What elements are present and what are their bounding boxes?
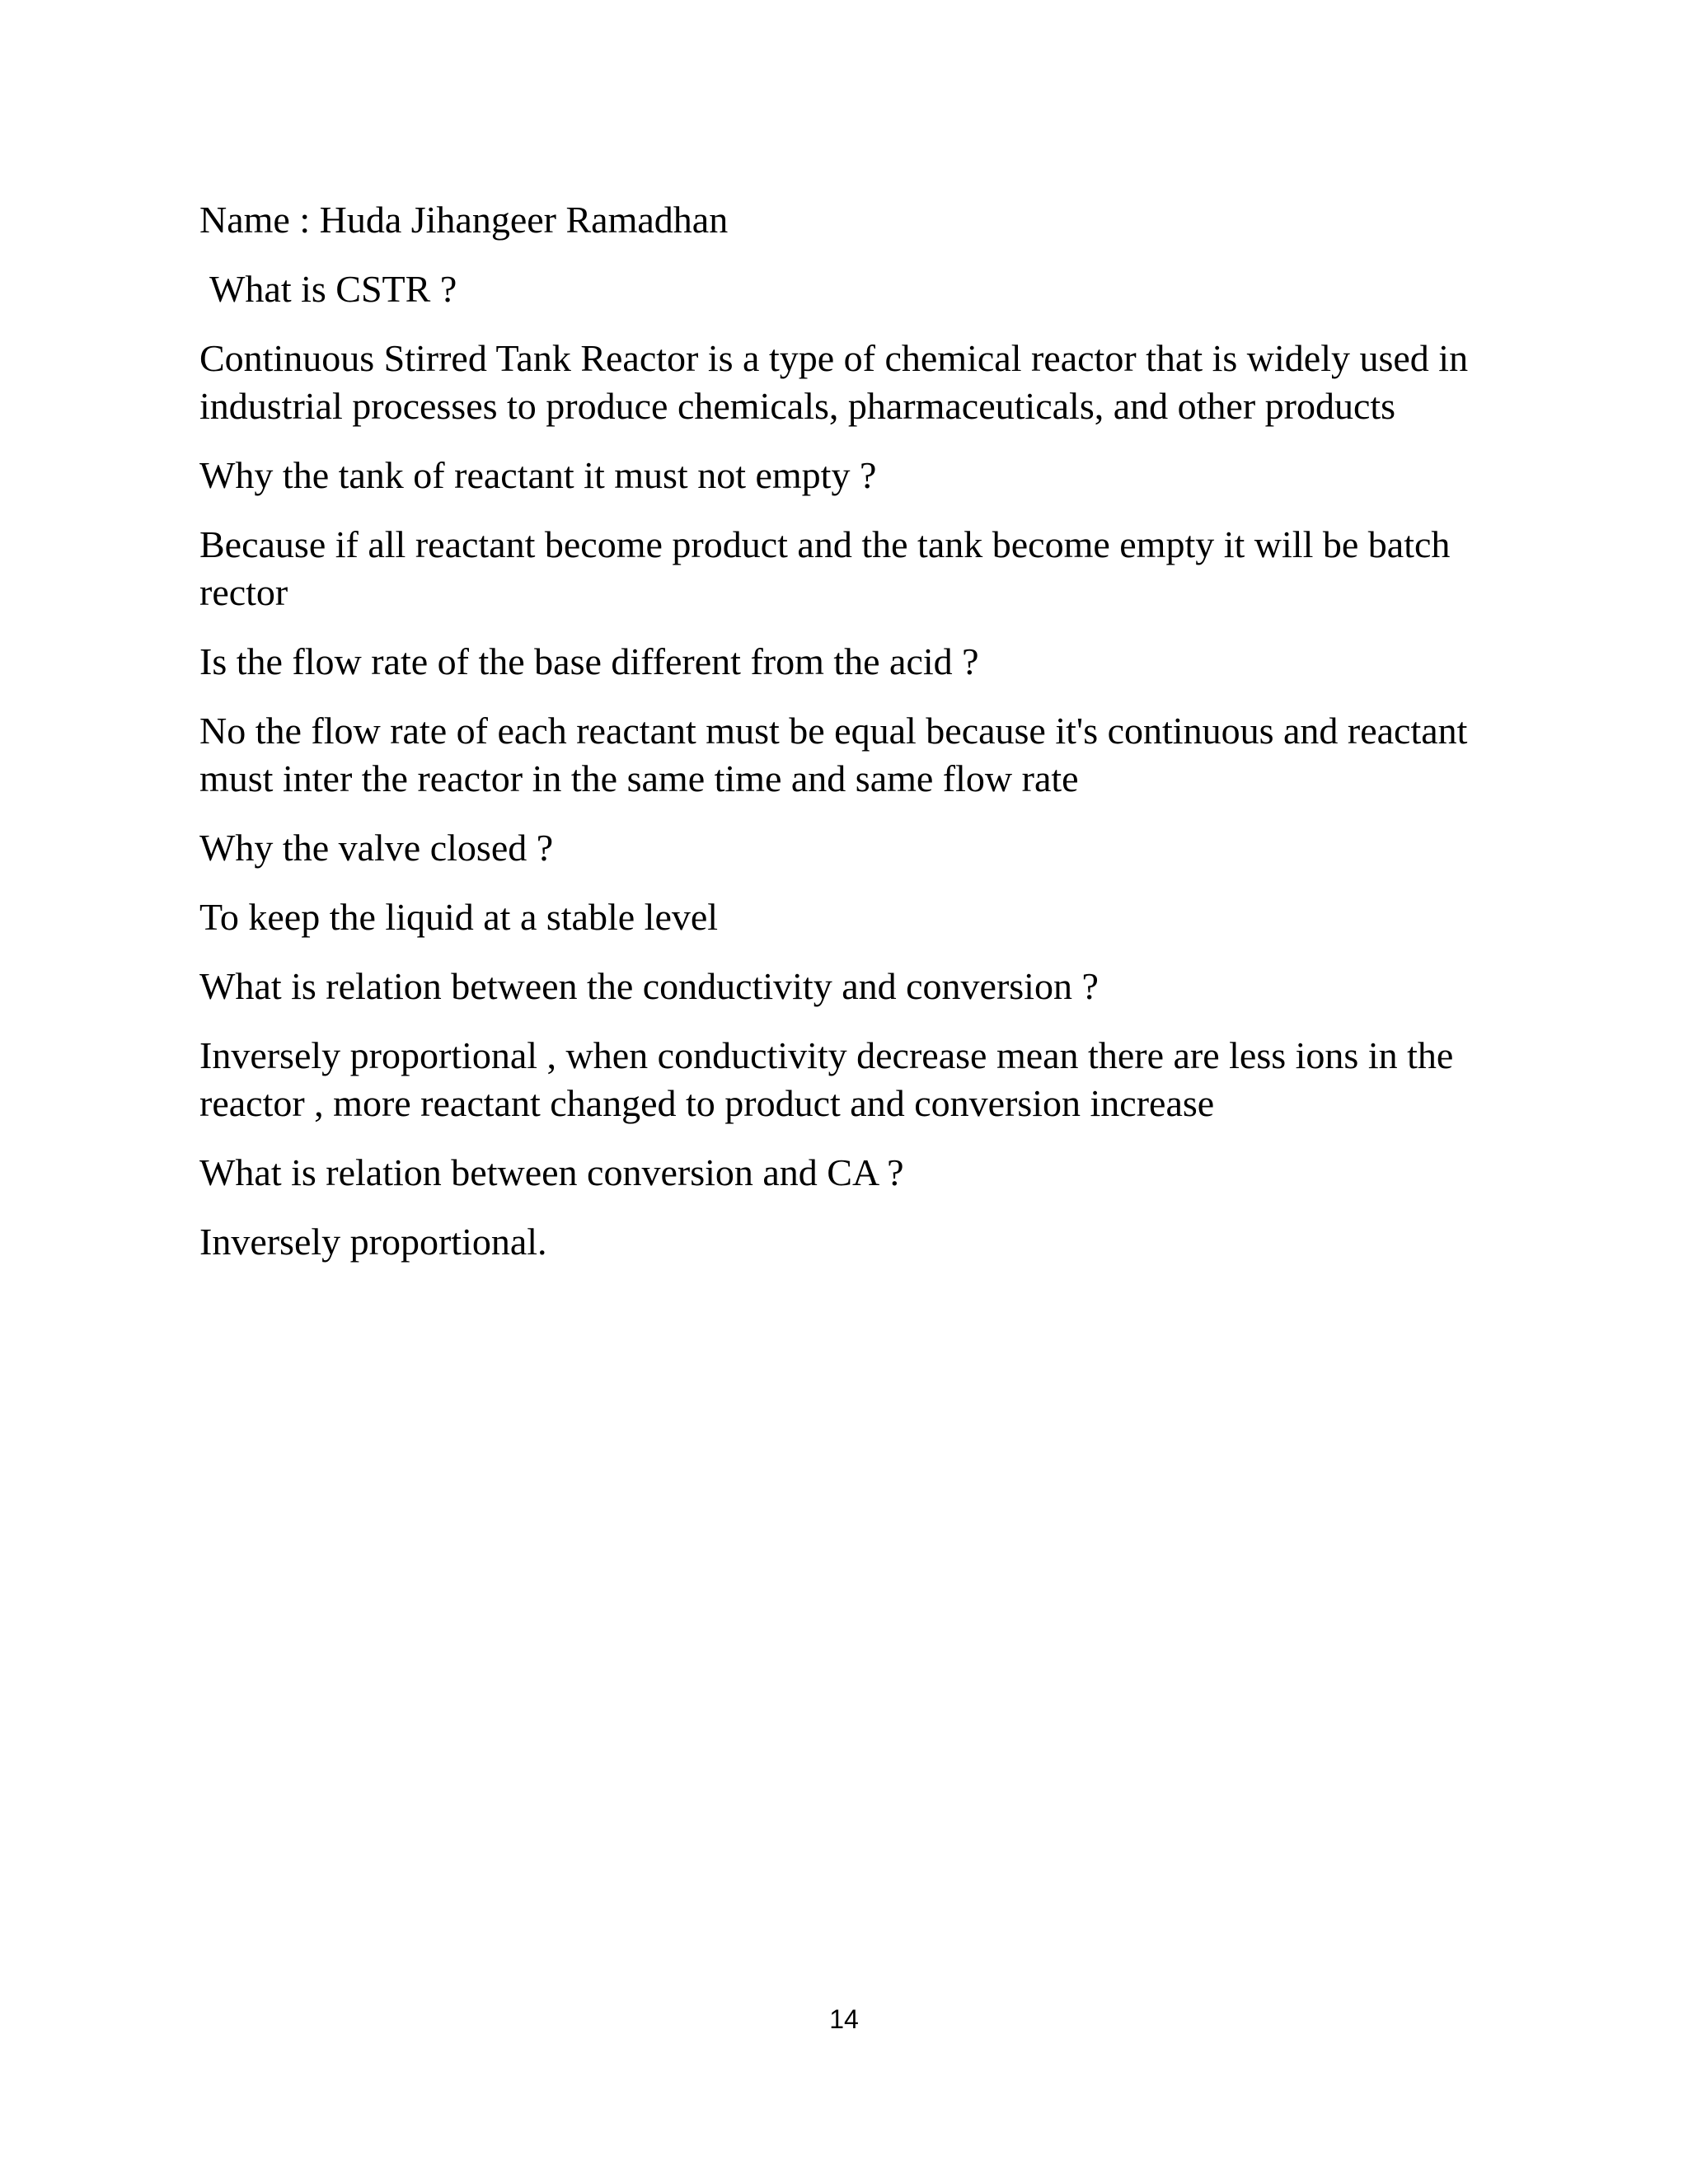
question-what-is-cstr: What is CSTR ? [209, 268, 457, 310]
question-tank-not-empty: Why the tank of reactant it must not empty ? [199, 454, 877, 496]
answer-what-is-cstr: Continuous Stirred Tank Reactor is a type of chemical reactor that is widely used in industrial processes to produce chemicals, pharmaceuticals, and other products [199, 337, 1469, 427]
answer-flow-rate: No the flow rate of each reactant must be equal because it's continuous and reactant must inter the reactor in the same time and same flow rate [199, 710, 1468, 799]
answer-conductivity-conversion: Inversely proportional , when conductivity decrease mean there are less ions in the reactor , more reactant changed to product and conversion increase [199, 1034, 1454, 1124]
question-conversion-ca: What is relation between conversion and CA ? [199, 1151, 904, 1193]
answer-valve-closed: To keep the liquid at a stable level [199, 896, 719, 938]
answer-conversion-ca: Inversely proportional. [199, 1221, 547, 1263]
author-name-line: Name : Huda Jihangeer Ramadhan [199, 199, 729, 241]
answer-tank-not-empty: Because if all reactant become product and the tank become empty it will be batch rector [199, 523, 1451, 613]
document-body [199, 196, 1518, 1287]
page-number: 14 [829, 2004, 859, 2034]
question-valve-closed: Why the valve closed ? [199, 827, 554, 869]
question-flow-rate: Is the flow rate of the base different from the acid ? [199, 640, 979, 682]
question-conductivity-conversion: What is relation between the conductivity and conversion ? [199, 965, 1099, 1007]
